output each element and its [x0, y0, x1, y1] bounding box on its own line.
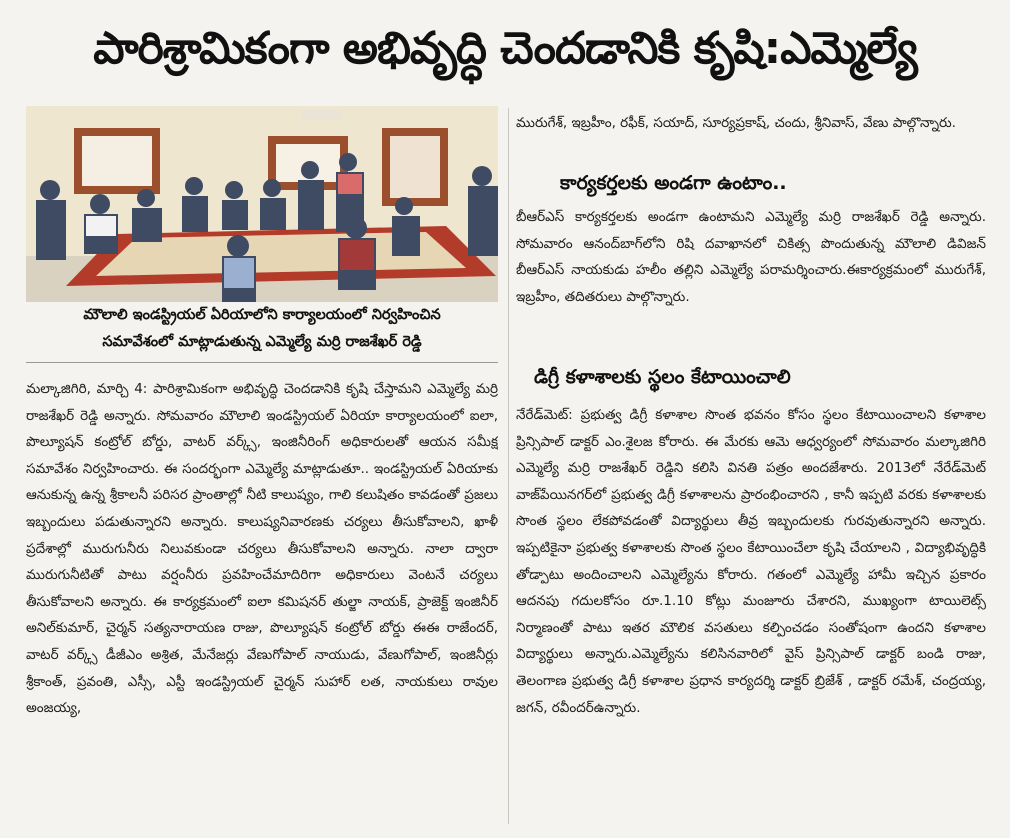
photo-window-left-pane: [82, 136, 152, 186]
caption-line-1: మౌలాలి ఇండస్ట్రియల్ ఏరియాలోని కార్యాలయంలో నిర్వహించిన: [83, 307, 441, 323]
main-article-continuation-text: మురుగేశ్, ఇబ్రహీం, రఫీక్, సయాద్, సూర్యప్రకాష్, చందు, శ్రీనివాస్, వేణు పాల్గొన్నారు.: [516, 115, 956, 131]
main-article-text: మల్కాజిగిరి, మార్చి 4: పారిశ్రామికంగా అభివృద్ధి చెందడానికి కృషి చేస్తామని ఎమ్మెల్యే మర్రి రాజశేఖర్ రెడ్డి అన్నారు. సోమవారం మౌలాలి ఇండస్ట్రియల్ ఏరియా కార్యాలయంలో ఐలా, పొల్యూషన్ కంట్రోల్ బోర్డు, వాటర్ వర్క్స్, ఇంజినీరింగ్ అధికారులతో ఆయన సమీక్ష సమావేశం నిర్వహించారు. ఈ సందర్భంగా ఎమ్మెల్యే మాట్లాడుతూ.. ఇండస్ట్రియల్ ఏరియాకు ఆనుకున్న ఉన్న శ్రీకాలనీ పరిసర ప్రాంతాల్లో నీటి కాలుష్యం, గాలి కలుషితం కావడంతో ప్రజలు ఇబ్బందులు పడుతున్నారని అన్నారు. కాలుష్యనివారణకు చర్యలు తీసుకోవాలని, ఖాళీ ప్రదేశాల్లో మురుగునీరు నిలువకుండా చర్యలు తీసుకోవాలని అన్నారు. నాలా ద్వారా మురుగునీటితో పాటు వర్షంనీరు ప్రవహించేమాదిరిగా అధికారులు వెంటనే చర్యలు తీసుకోవాలని అన్నారు. ఈ కార్యక్రమంలో ఐలా కమిషనర్ తుల్జా నాయక్, ప్రాజెక్ట్ ఇంజినీర్ అనిల్‌కుమార్, చైర్మన్ సత్యనారాయణ రాజు, పొల్యూషన్ కంట్రోల్ బోర్డు ఈఈ రాజేందర్, వాటర్ వర్క్స్ డీజీఎం అశ్రిత, మేనేజర్లు వేణుగోపాల్ నాయుడు, వేణుగోపాల్, ఇంజినీర్లు శ్రీకాంత్, ప్రవంతి, ఎస్సీ, ఎస్టీ ఇండస్ట్రియల్ చైర్మన్ సుహార్ లత, నాయకులు రావుల అంజయ్య,: [26, 381, 498, 717]
article-workers-support: [516, 204, 986, 354]
article-degree-college-text: నేరేడ్‌మెట్: ప్రభుత్వ డిగ్రీ కళాశాల సొంత భవనం కోసం స్థలం కేటాయించాలని కళాశాల ప్రిన్సిపాల్ డాక్టర్ ఎం.శైలజ కోరారు. ఈ మేరకు ఆమె ఆధ్వర్యంలో సోమవారం మల్కాజిగిరి ఎమ్మెల్యే మర్రి రాజశేఖర్ రెడ్డిని కలిసి వినతి పత్రం అందజేశారు. 2013లో నేరేడ్‌మెట్ వాజ్‌పేయినగర్‌లో ప్రభుత్వ డిగ్రీ కళాశాలను ప్రారంభించారని , కానీ ఇప్పటి వరకు కళాశాలకు సొంత స్థలం లేకపోవడంతో విద్యార్థులు తీవ్ర ఇబ్బందులకు గురవుతున్నారని అన్నారు. ఇప్పటికైనా ప్రభుత్వ కళాశాలకు సొంత స్థలం కేటాయించేలా కృషి చేయాలని , విద్యాభివృద్ధికి తోడ్పాటు అందించాలని ఎమ్మెల్యేను కోరారు. గతంలో ఎమ్మెల్యే హామీ ఇచ్చిన ప్రకారం ఆదనపు గదులకోసం రూ.1.10 కోట్లు మంజూరు చేశారని, ముఖ్యంగా టాయిలెట్స్ నిర్మాణంతో పాటు ఇతర మౌలిక వసతులు కల్పించడం సంతోషంగా ఉందని కళాశాల విద్యార్థులు అన్నారు.ఎమ్మెల్యేను కలిసినవారిలో వైస్ ప్రిన్సిపాల్ డాక్టర్ బండి రాజు, తెలంగాణ ప్రభుత్వ డిగ్రీ కళాశాల ప్రధాన కార్యదర్శి డాక్టర్ బ్రిజేశ్ , డాక్టర్ రమేశ్, చంద్రయ్య, జగన్, రవీందర్‌ఉన్నారు.: [516, 407, 986, 716]
headline: పారిశ్రామికంగా అభివృద్ధి చెందడానికి కృషి:ఎమ్మెల్యే: [93, 23, 917, 74]
main-article-continuation: [516, 110, 986, 164]
meeting-photo-illustration: [26, 106, 498, 302]
photo-caption: [26, 302, 498, 363]
news-photo: [26, 106, 498, 302]
column-divider: [508, 108, 509, 824]
subheading-degree-college: డిగ్రీ కళాశాలకు స్థలం కేటాయించాలి: [534, 366, 791, 388]
photo-ac-unit: [302, 110, 342, 120]
photo-door-pane: [390, 136, 440, 198]
subheading-workers-support: కార్యకర్తలకు అండగా ఉంటాం..: [560, 172, 787, 194]
article-degree-college: [516, 402, 986, 822]
article-workers-support-text: బీఆర్ఎస్ కార్యకర్తలకు అండగా ఉంటామని ఎమ్మెల్యే మర్రి రాజశేఖర్ రెడ్డి అన్నారు. సోమవారం ఆనంద్‌బాగ్‌లోని రిషి దవాఖానలో చికిత్స పొందుతున్న మౌలాలి డివిజన్ బీఆర్ఎస్ నాయకుడు హలీం తల్లిని ఎమ్మెల్యే పరామర్శించారు.ఈకార్యక్రమంలో మురుగేశ్, ఇబ్రహీం, తదితరులు పాల్గొన్నారు.: [516, 209, 986, 305]
main-article-body: [26, 376, 498, 828]
caption-line-2: సమావేశంలో మాట్లాడుతున్న ఎమ్మెల్యే మర్రి రాజశేఖర్ రెడ్డి: [102, 334, 422, 350]
